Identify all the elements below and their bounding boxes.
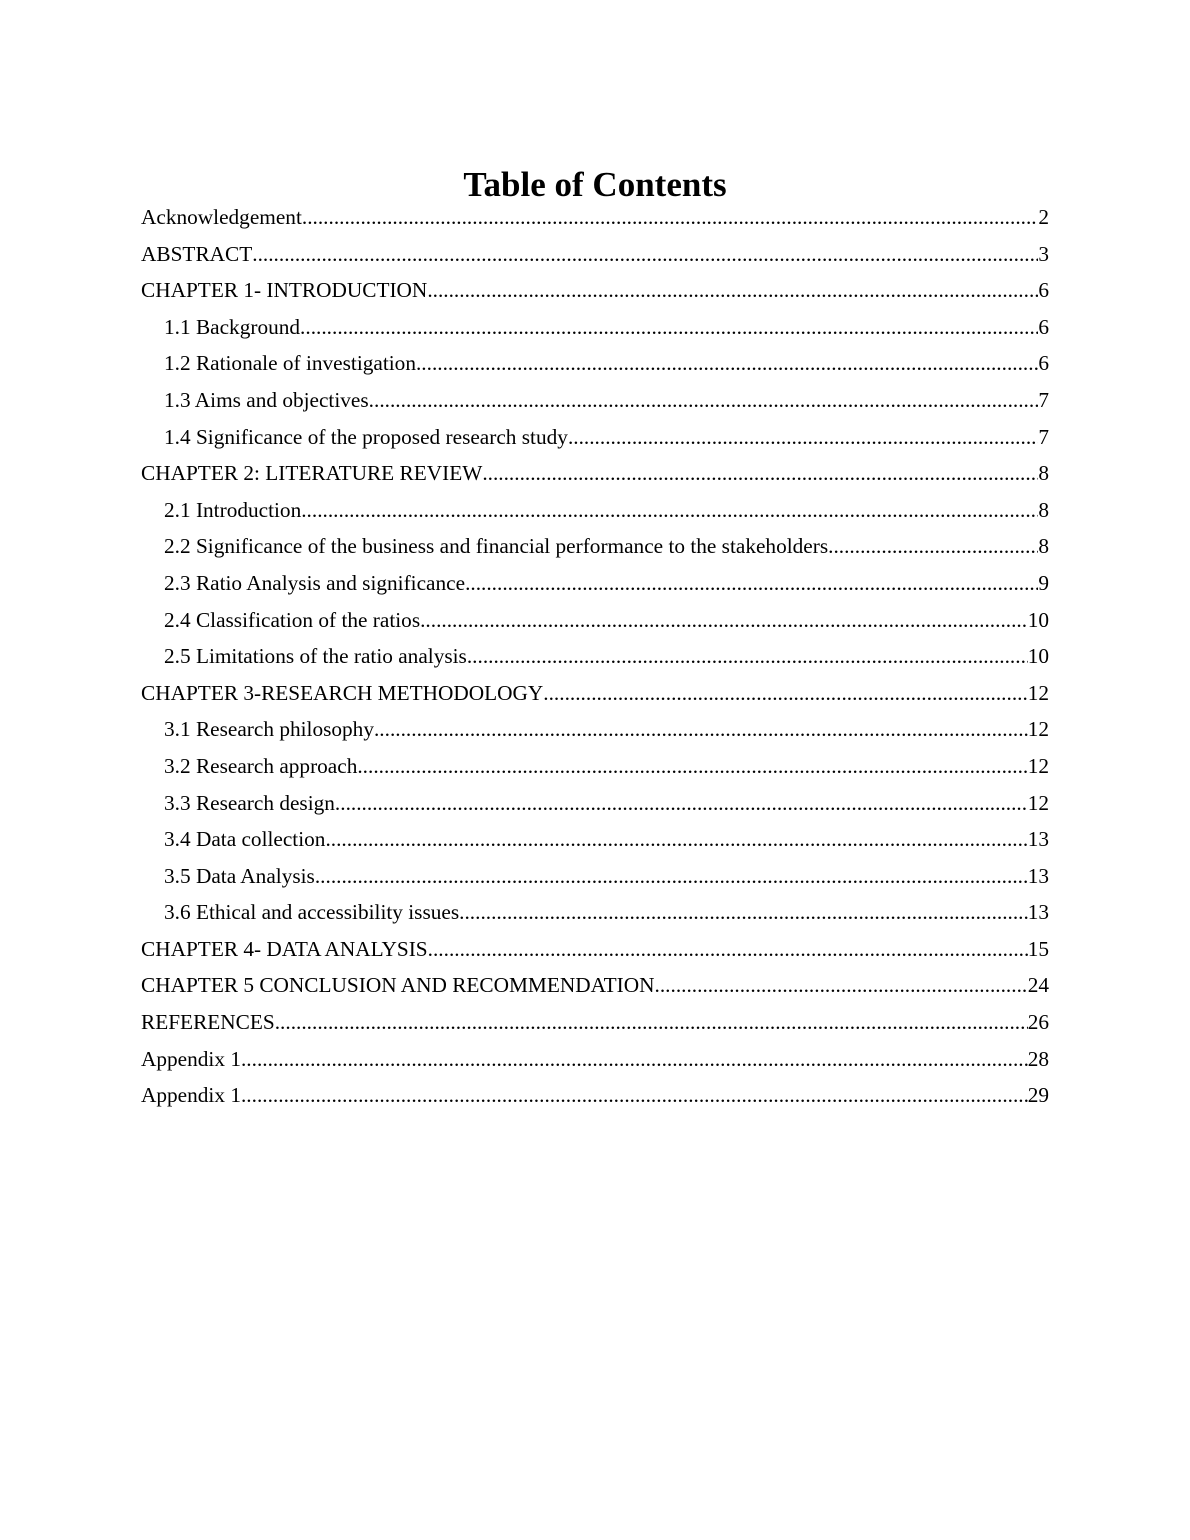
toc-entry-label: 2.4 Classification of the ratios: [164, 607, 421, 632]
toc-entry-label: 2.2 Significance of the business and financial performance to the stakeholders: [164, 534, 829, 559]
toc-entry[interactable]: [141, 309, 1049, 346]
toc-entry-page-number: 24: [1027, 973, 1049, 998]
toc-dot-leader: [300, 309, 1038, 346]
toc-entry[interactable]: [141, 345, 1049, 382]
toc-entry-page-number: 13: [1027, 863, 1049, 888]
toc-dot-leader: [252, 236, 1038, 273]
toc-entry-label: Acknowledgement: [141, 205, 302, 229]
toc-dot-leader: [302, 199, 1038, 236]
toc-entry[interactable]: [141, 565, 1049, 602]
toc-entry-page-number: 12: [1027, 790, 1049, 815]
toc-dot-leader: [315, 858, 1028, 895]
toc-dot-leader: [467, 638, 1028, 675]
toc-entry-label: 3.6 Ethical and accessibility issues: [164, 900, 460, 925]
toc-entry-label: REFERENCES: [141, 1010, 275, 1035]
toc-entry-label: 1.1 Background: [164, 314, 301, 339]
toc-entry[interactable]: [141, 967, 1049, 1004]
toc-dot-leader: [543, 675, 1027, 712]
toc-dot-leader: [369, 382, 1039, 419]
toc-entry[interactable]: [141, 711, 1049, 748]
toc-entry-label: 3.1 Research philosophy: [164, 717, 374, 742]
toc-entry[interactable]: [141, 785, 1049, 822]
toc-entry[interactable]: [141, 382, 1049, 419]
toc-entry-page-number: 7: [1038, 424, 1049, 449]
toc-dot-leader: [655, 967, 1028, 1004]
toc-entry-label: CHAPTER 1- INTRODUCTION: [141, 278, 428, 303]
toc-entry-page-number: 12: [1027, 680, 1049, 705]
toc-entry-page-number: 8: [1038, 534, 1049, 559]
toc-entry-page-number: 10: [1027, 644, 1049, 669]
toc-entry-page-number: 26: [1027, 1010, 1049, 1035]
toc-dot-leader: [416, 345, 1038, 382]
toc-entry-label: 1.2 Rationale of investigation: [164, 351, 416, 376]
toc-dot-leader: [325, 821, 1027, 858]
toc-entry[interactable]: [141, 1041, 1049, 1078]
toc-entry-page-number: 9: [1038, 570, 1049, 595]
toc-entry-label: 3.3 Research design: [164, 790, 335, 815]
toc-entry-page-number: 8: [1038, 461, 1049, 486]
toc-entry-page-number: 12: [1027, 717, 1049, 742]
toc-entry-label: CHAPTER 4- DATA ANALYSIS: [141, 936, 428, 961]
toc-entry-label: 2.5 Limitations of the ratio analysis: [164, 644, 467, 669]
toc-entry[interactable]: [141, 528, 1049, 565]
toc-dot-leader: [568, 419, 1038, 456]
toc-entry-page-number: 8: [1038, 497, 1049, 522]
toc-dot-leader: [301, 492, 1038, 529]
toc-entry-page-number: 13: [1027, 827, 1049, 852]
toc-dot-leader: [465, 565, 1038, 602]
toc-entry-label: 1.3 Aims and objectives: [164, 387, 369, 412]
toc-entry-label: 3.2 Research approach: [164, 753, 358, 778]
toc-dot-leader: [828, 528, 1038, 565]
toc-entry[interactable]: [141, 236, 1049, 273]
toc-entry-label: 3.4 Data collection: [164, 827, 326, 852]
toc-entry-label: 2.1 Introduction: [164, 497, 302, 522]
toc-dot-leader: [428, 931, 1028, 968]
toc-entry-label: 2.3 Ratio Analysis and significance: [164, 570, 466, 595]
toc-dot-leader: [374, 711, 1028, 748]
toc-entry-page-number: 15: [1027, 936, 1049, 961]
toc-entry[interactable]: [141, 272, 1049, 309]
toc-entry[interactable]: [141, 602, 1049, 639]
toc-entry[interactable]: [141, 931, 1049, 968]
toc-dot-leader: [459, 894, 1028, 931]
toc-entry-page-number: 6: [1038, 351, 1049, 376]
toc-entry[interactable]: [141, 858, 1049, 895]
toc-entry[interactable]: [141, 1077, 1049, 1114]
toc-dot-leader: [357, 748, 1027, 785]
toc-entry[interactable]: [141, 492, 1049, 529]
toc-entry-page-number: 7: [1038, 387, 1049, 412]
toc-entry[interactable]: [141, 748, 1049, 785]
toc-entry-label: Appendix 1: [141, 1046, 241, 1071]
toc-entry[interactable]: [141, 675, 1049, 712]
table-of-contents: [141, 199, 1049, 1114]
toc-entry[interactable]: [141, 821, 1049, 858]
toc-entry[interactable]: [141, 455, 1049, 492]
toc-entry-label: CHAPTER 5 CONCLUSION AND RECOMMENDATION: [141, 973, 655, 998]
toc-entry-label: ABSTRACT: [141, 241, 253, 266]
toc-title: Table of Contents: [463, 165, 727, 204]
toc-entry-page-number: 6: [1038, 278, 1049, 303]
toc-entry-label: 3.5 Data Analysis: [164, 863, 315, 888]
toc-dot-leader: [275, 1004, 1028, 1041]
toc-entry[interactable]: [141, 638, 1049, 675]
toc-entry-label: 1.4 Significance of the proposed research study: [164, 424, 568, 449]
toc-dot-leader: [335, 785, 1028, 822]
toc-entry[interactable]: [141, 894, 1049, 931]
toc-entry-page-number: 10: [1027, 607, 1049, 632]
toc-dot-leader: [427, 272, 1038, 309]
toc-entry-label: CHAPTER 3-RESEARCH METHODOLOGY: [141, 680, 544, 705]
toc-entry-page-number: 6: [1038, 314, 1049, 339]
toc-dot-leader: [241, 1077, 1028, 1114]
toc-entry-label: CHAPTER 2: LITERATURE REVIEW: [141, 461, 483, 486]
toc-dot-leader: [241, 1041, 1028, 1078]
toc-entry-page-number: 2: [1038, 205, 1049, 229]
toc-entry-page-number: 29: [1027, 1083, 1049, 1108]
toc-entry[interactable]: [141, 419, 1049, 456]
toc-entry-page-number: 13: [1027, 900, 1049, 925]
toc-entry-page-number: 12: [1027, 753, 1049, 778]
toc-entry[interactable]: [141, 1004, 1049, 1041]
toc-entry[interactable]: [141, 199, 1049, 236]
toc-entry-page-number: 28: [1027, 1046, 1049, 1071]
toc-dot-leader: [420, 602, 1028, 639]
toc-entry-page-number: 3: [1038, 241, 1049, 266]
toc-entry-label: Appendix 1: [141, 1083, 241, 1108]
toc-dot-leader: [482, 455, 1038, 492]
